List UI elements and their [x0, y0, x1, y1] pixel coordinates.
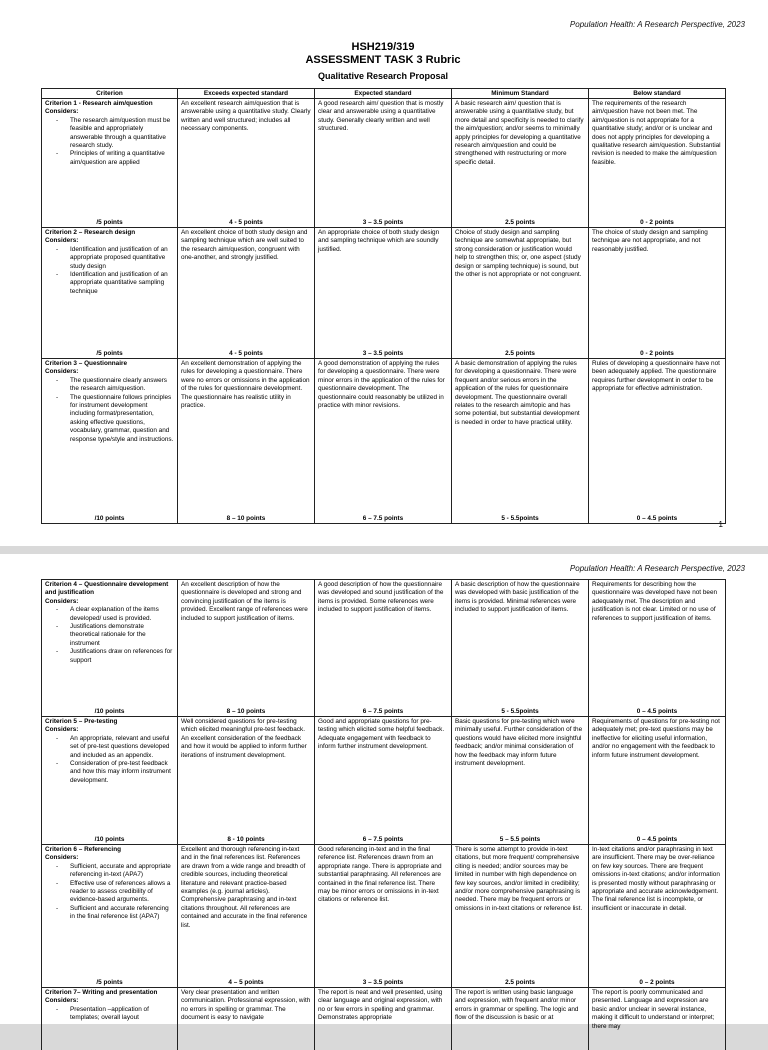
considers-label: Considers:	[45, 997, 174, 1005]
points-minimum: 5 - 5.5points	[452, 706, 589, 717]
considers-label: Considers:	[45, 368, 174, 376]
points-minimum: 2.5 points	[452, 217, 589, 228]
points-below: 0 – 4.5 points	[589, 706, 726, 717]
criterion-6-row	[42, 845, 726, 978]
running-header: Population Health: A Research Perspective, 2023	[41, 0, 745, 29]
descriptor-expected: An appropriate choice of both study design and sampling technique which are soundly justified.	[315, 228, 452, 349]
criterion-5-points-row	[42, 834, 726, 845]
rubric-table	[41, 579, 726, 1050]
criterion-title: Criterion 7– Writing and presentation	[45, 989, 174, 997]
descriptor-below: The choice of study design and sampling technique are not appropriate, and not reasonably justified.	[589, 228, 726, 349]
points-minimum: 2.5 points	[452, 348, 589, 359]
column-header-criterion: Criterion	[42, 89, 178, 99]
criterion-4-row	[42, 580, 726, 707]
max-points: /10 points	[42, 513, 178, 524]
descriptor-expected: A good demonstration of applying the rules for developing a questionnaire. There were minor errors in the application of the rules for questionnaire development. The questionnaire could reasonably be utilized in practice with minor revisions.	[315, 359, 452, 514]
criterion-title: Criterion 1 - Research aim/question	[45, 100, 174, 108]
points-expected: 3 – 3.5 points	[315, 217, 452, 228]
points-expected: 6 – 7.5 points	[315, 834, 452, 845]
descriptor-expected: The report is neat and well presented, using clear language and original expression, with no or few errors in spelling and grammar. Demonstrates appropriate	[315, 988, 452, 1050]
descriptor-minimum: A basic research aim/ question that is answerable using a quantitative study, but more detail and specificity is needed to clarify the aim/question; and/or seems to minimally apply principles for developing a quantitative research aim/question and could be strengthened with restructuring or more specific detail.	[452, 99, 589, 218]
considers-list	[45, 735, 174, 785]
descriptor-exceeds: An excellent demonstration of applying the rules for developing a questionnaire. There were no errors or omissions in the application of the rules for questionnaire development. The questionnaire has realistic utility in practice.	[178, 359, 315, 514]
points-exceeds: 8 – 10 points	[178, 513, 315, 524]
criterion-2-cell	[42, 228, 178, 349]
points-minimum: 2.5 points	[452, 977, 589, 988]
considers-list	[45, 117, 174, 167]
descriptor-expected: Good and appropriate questions for pre-testing which elicited some helpful feedback. Adequate engagement with feedback to inform further instrument development.	[315, 717, 452, 835]
considers-label: Considers:	[45, 854, 174, 862]
considers-label: Considers:	[45, 598, 174, 606]
descriptor-below: The report is poorly communicated and presented. Language and expression are basic and/or unclear in several instance, making it difficult to understand or interpret; there may	[589, 988, 726, 1050]
descriptor-minimum: The report is written using basic language and expression, with frequent and/or minor errors in grammar or spelling. The logic and flow of the discussion is basic or at	[452, 988, 589, 1050]
considers-item: - Principles of writing a quantitative aim/question are applied	[60, 150, 174, 167]
considers-item: - Presentation –application of templates; overall layout	[60, 1006, 174, 1023]
max-points: /10 points	[42, 706, 178, 717]
considers-item: - The questionnaire follows principles for instrument development including format/presentation, asking effective questions, vocabulary, grammar, question and response type/style and instructions.	[60, 394, 174, 444]
criterion-1-points-row	[42, 217, 726, 228]
criterion-6-points-row	[42, 977, 726, 988]
points-expected: 6 – 7.5 points	[315, 513, 452, 524]
points-minimum: 5 – 5.5 points	[452, 834, 589, 845]
max-points: /10 points	[42, 834, 178, 845]
points-exceeds: 4 - 5 points	[178, 348, 315, 359]
considers-label: Considers:	[45, 726, 174, 734]
points-below: 0 - 2 points	[589, 217, 726, 228]
descriptor-minimum: Basic questions for pre-testing which were minimally useful. Further consideration of the questions would have elicited more insightful feedback; and/or minimal consideration of how the feedback may inform future instrument development.	[452, 717, 589, 835]
criterion-title: Criterion 6 – Referencing	[45, 846, 174, 854]
column-header-exceeds: Exceeds expected standard	[178, 89, 315, 99]
criterion-2-row	[42, 228, 726, 349]
considers-label: Considers:	[45, 108, 174, 116]
considers-label: Considers:	[45, 237, 174, 245]
course-code: HSH219/319	[41, 41, 725, 54]
considers-item: - Effective use of references allows a reader to assess credibility of evidence-based arguments.	[60, 880, 174, 905]
descriptor-below: In-text citations and/or paraphrasing in text are insufficient. There may be over-reliance on few key sources. There are frequent omissions in-text citations; and/or information is presented mostly without paraphrasing or appropriate and accurate acknowledgement. The final reference list is incomplete, or insufficient or inaccurate in detail.	[589, 845, 726, 978]
points-minimum: 5 - 5.5points	[452, 513, 589, 524]
descriptor-below: Requirements of questions for pre-testing not adequately met; pre-text questions may be ineffective for eliciting useful information, and/or no engagement with the feedback to inform future instrument development.	[589, 717, 726, 835]
considers-item: - Identification and justification of an appropriate quantitative sampling technique	[60, 271, 174, 296]
considers-item: - Sufficient, accurate and appropriate referencing in-text (APA7)	[60, 863, 174, 880]
criterion-1-cell	[42, 99, 178, 218]
document-title: ASSESSMENT TASK 3 Rubric	[41, 54, 725, 67]
descriptor-exceeds: Very clear presentation and written communication. Professional expression, with no errors in spelling or grammar. The document is easy to navigate	[178, 988, 315, 1050]
criterion-5-cell	[42, 717, 178, 835]
considers-item: - Sufficient and accurate referencing in the final reference list (APA7)	[60, 905, 174, 922]
considers-list	[45, 246, 174, 296]
considers-item: - A clear explanation of the items developed/ used is provided.	[60, 606, 174, 623]
descriptor-exceeds: Excellent and thorough referencing in-text and in the final references list. References are drawn from a wide range and breadth of credible sources, including theoretical literature and relevant practice-based examples (e.g. journal articles). Comprehensive paraphrasing and in-text citations throughout. All references are contained and accurate in the final reference list.	[178, 845, 315, 978]
considers-list	[45, 606, 174, 665]
title-block	[41, 41, 725, 83]
max-points: /5 points	[42, 217, 178, 228]
descriptor-exceeds: An excellent description of how the questionnaire is developed and strong and convincing justification of the items is provided. Excellent range of references were included to support justification of items.	[178, 580, 315, 707]
max-points: /5 points	[42, 977, 178, 988]
points-expected: 3 – 3.5 points	[315, 977, 452, 988]
considers-item: - Justifications draw on references for support	[60, 648, 174, 665]
descriptor-below: The requirements of the research aim/question have not been met. The aim/question is not appropriate for a quantitative study; and/or or is unclear and does not apply principles for developing a qualitative research aim/question. Substantial revision is needed to make the aim/question feasible.	[589, 99, 726, 218]
descriptor-exceeds: An excellent choice of both study design and sampling technique which are well suited to the research aim/question, congruent with one-another, and strongly justified.	[178, 228, 315, 349]
points-exceeds: 4 – 5 points	[178, 977, 315, 988]
descriptor-exceeds: An excellent research aim/question that is answerable using a quantitative study. Clearly written and well structured; includes all necessary components.	[178, 99, 315, 218]
criterion-5-row	[42, 717, 726, 835]
considers-list	[45, 1006, 174, 1023]
considers-item: - The research aim/question must be feasible and appropriately answerable through a quantitative research study.	[60, 117, 174, 151]
descriptor-minimum: There is some attempt to provide in-text citations, but more frequent/ comprehensive citing is needed; and/or sources may be limited in number with high dependence on few key sources, and/or limited in credibility; and/or more comprehensive paraphrasing is needed. There may be frequent errors or omissions in in-text citations or reference list.	[452, 845, 589, 978]
considers-list	[45, 863, 174, 922]
document-page-2	[0, 554, 768, 1024]
rubric-header-row	[42, 89, 726, 99]
descriptor-expected: Good referencing in-text and in the final reference list. References drawn from an appropriate range. There is appropriate and substantial paraphrasing. All references are contained in the final reference list. There may be minor errors or omissions in in-text citations or reference list.	[315, 845, 452, 978]
running-header: Population Health: A Research Perspective, 2023	[41, 554, 745, 573]
points-expected: 3 – 3.5 points	[315, 348, 452, 359]
rubric-table	[41, 88, 726, 524]
points-below: 0 - 2 points	[589, 348, 726, 359]
descriptor-minimum: A basic description of how the questionnaire was developed with basic justification of the items is provided. Minimal references were included to support justification of items.	[452, 580, 589, 707]
column-header-expected: Expected standard	[315, 89, 452, 99]
criterion-7-row	[42, 988, 726, 1050]
points-expected: 6 – 7.5 points	[315, 706, 452, 717]
descriptor-minimum: Choice of study design and sampling technique are somewhat appropriate, but strong consideration or justification would help to strengthen this; or, one aspect (study design or sampling technique) is sound, but the other is not appropriate or not congruent.	[452, 228, 589, 349]
criterion-4-cell	[42, 580, 178, 707]
column-header-minimum: Minimum Standard	[452, 89, 589, 99]
points-below: 0 – 4.5 points	[589, 834, 726, 845]
criterion-6-cell	[42, 845, 178, 978]
descriptor-below: Rules of developing a questionnaire have not been adequately applied. The questionnaire requires further development in order to be appropriate for effective administration.	[589, 359, 726, 514]
considers-list	[45, 377, 174, 444]
criterion-2-points-row	[42, 348, 726, 359]
page-number: 1	[719, 520, 723, 529]
criterion-4-points-row	[42, 706, 726, 717]
points-exceeds: 8 - 10 points	[178, 834, 315, 845]
points-exceeds: 4 - 5 points	[178, 217, 315, 228]
descriptor-exceeds: Well considered questions for pre-testing which elicited meaningful pre-test feedback. An excellent consideration of the feedback and how it would be applied to inform further iterations of instrument development.	[178, 717, 315, 835]
criterion-title: Criterion 3 – Questionnaire	[45, 360, 174, 368]
points-below: 0 – 2 points	[589, 977, 726, 988]
criterion-1-row	[42, 99, 726, 218]
considers-item: - An appropriate, relevant and useful set of pre-test questions developed and included as an appendix.	[60, 735, 174, 760]
points-below: 0 – 4.5 points	[589, 513, 726, 524]
descriptor-below: Requirements for describing how the questionnaire was developed have not been adequately met. The description and justification is not clear. Limited or no use of references to support justification of items.	[589, 580, 726, 707]
criterion-title: Criterion 2 – Research design	[45, 229, 174, 237]
column-header-below: Below standard	[589, 89, 726, 99]
criterion-7-cell	[42, 988, 178, 1050]
document-subtitle: Qualitative Research Proposal	[41, 70, 725, 83]
criterion-title: Criterion 5 – Pre-testing	[45, 718, 174, 726]
max-points: /5 points	[42, 348, 178, 359]
criterion-title: Criterion 4 – Questionnaire development and justification	[45, 581, 174, 598]
considers-item: - Justifications demonstrate theoretical rationale for the instrument	[60, 623, 174, 648]
points-exceeds: 8 – 10 points	[178, 706, 315, 717]
descriptor-minimum: A basic demonstration of applying the rules for developing a questionnaire. There were frequent and/or serious errors in the application of the rules for questionnaire development. The questionnaire overall relates to the research aim/topic and has some potential, but substantial development is needed in order to have practical utility.	[452, 359, 589, 514]
criterion-3-cell	[42, 359, 178, 514]
descriptor-expected: A good research aim/ question that is mostly clear and answerable using a quantitative study. Generally clearly written and well structured.	[315, 99, 452, 218]
considers-item: - The questionnaire clearly answers the research aim/question.	[60, 377, 174, 394]
considers-item: - Identification and justification of an appropriate proposed quantitative study design	[60, 246, 174, 271]
considers-item: - Consideration of pre-test feedback and how this may inform instrument development.	[60, 760, 174, 785]
criterion-3-points-row	[42, 513, 726, 524]
descriptor-expected: A good description of how the questionnaire was developed and sound justification of the items is provided. Some references were included to support justification of items.	[315, 580, 452, 707]
criterion-3-row	[42, 359, 726, 514]
